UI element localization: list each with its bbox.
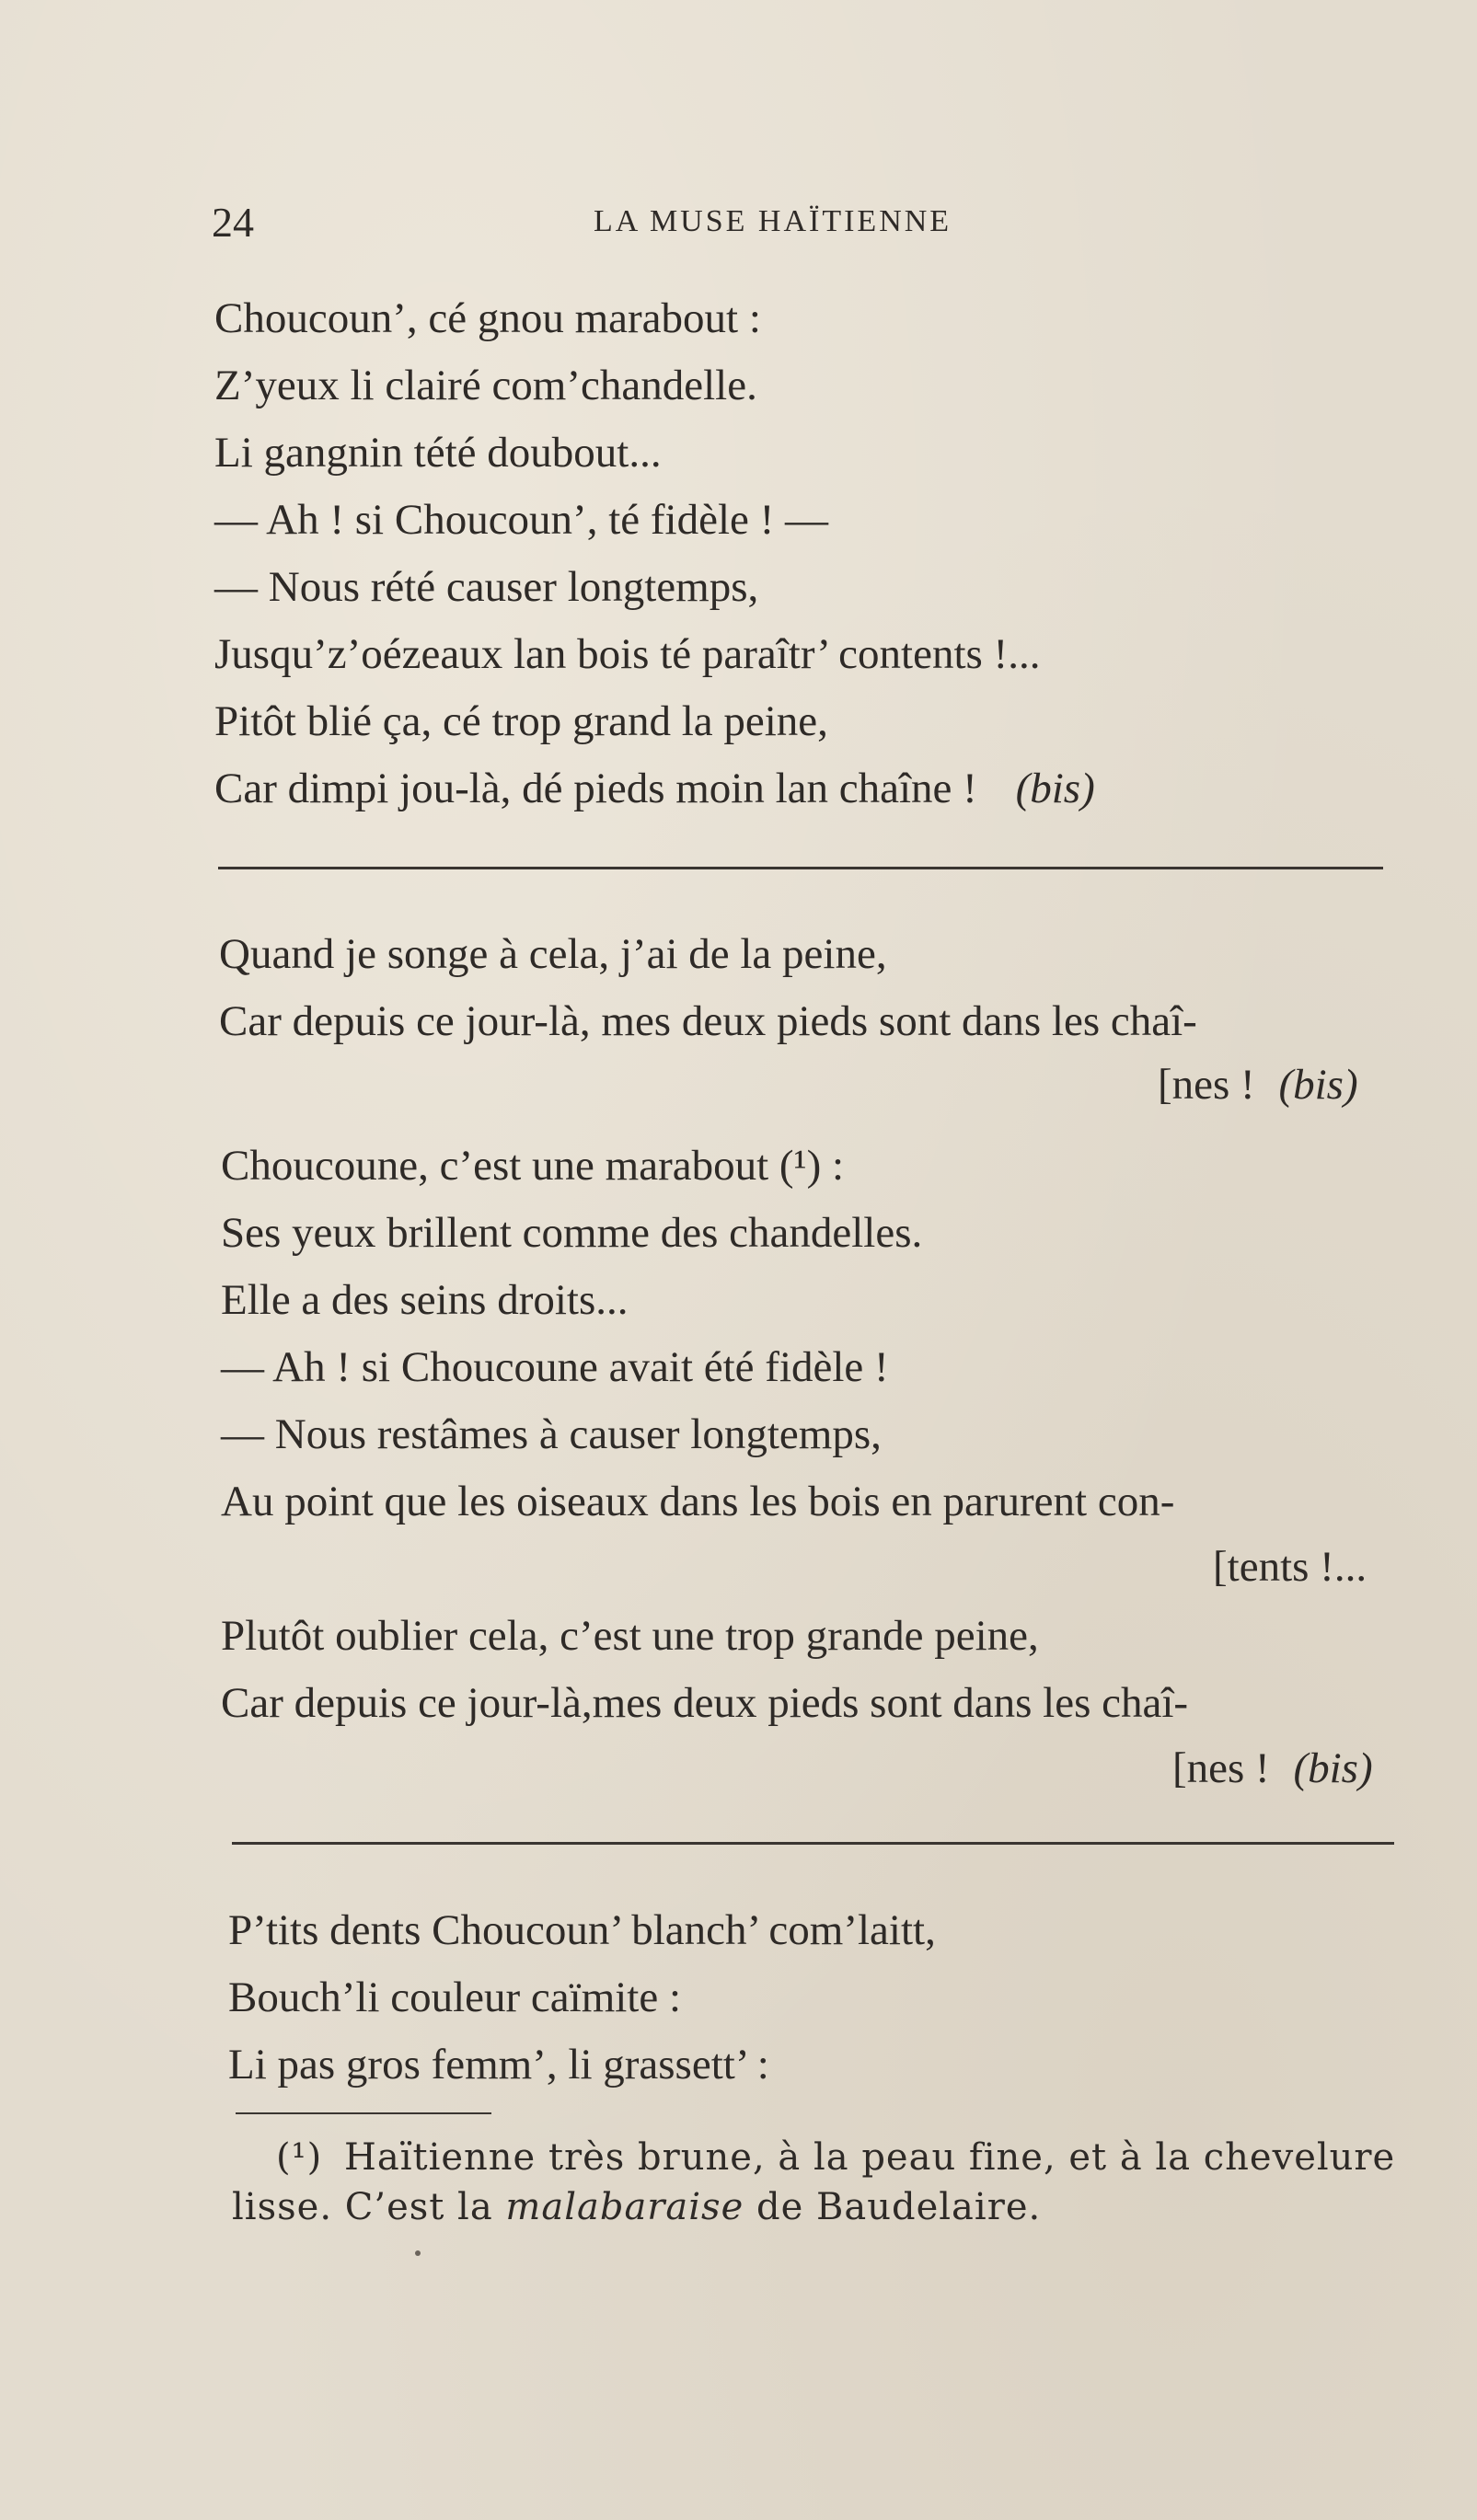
verse-line: Choucoune, c’est une marabout (¹) :	[221, 1142, 845, 1190]
verse-line: Car depuis ce jour-là, mes deux pieds sont dans les chaî-	[219, 997, 1197, 1045]
verse-line: Li gangnin tété doubout...	[214, 429, 662, 477]
verse-line: Quand je songe à cela, j’ai de la peine,	[219, 930, 887, 978]
continuation-text: [nes !	[1172, 1744, 1270, 1792]
footnote-line	[232, 2186, 1041, 2228]
verse-continuation	[1158, 1060, 1358, 1110]
footnote-rule	[236, 2112, 491, 2114]
verse-line: Au point que les oiseaux dans les bois en parurent con-	[221, 1478, 1175, 1525]
verse-line: Li pas gros femm’, li grassett’ :	[228, 2041, 769, 2088]
verse-line: — Ah ! si Choucoune avait été fidèle !	[221, 1343, 889, 1391]
verse-line: — Nous rété causer longtemps,	[214, 563, 759, 611]
verse-line: Ses yeux brillent comme des chandelles.	[221, 1209, 923, 1257]
running-title: LA MUSE HAÏTIENNE	[594, 204, 952, 238]
verse-line: Jusqu’z’oézeaux lan bois té paraîtr’ contents !...	[214, 630, 1041, 678]
bis-marker: (bis)	[1015, 765, 1095, 812]
footnote-text: Haïtienne très brune, à la peau fine, et à la chevelure	[343, 2136, 1396, 2179]
page-number: 24	[212, 199, 254, 246]
verse-line: Plutôt oublier cela, c’est une trop grande peine,	[221, 1612, 1039, 1660]
footnote-italic: malabaraise	[505, 2186, 744, 2228]
verse-line: Z’yeux li clairé com’chandelle.	[214, 362, 757, 409]
verse-line	[214, 761, 1095, 816]
verse-text: Car dimpi jou-là, dé pieds moin lan chaîne !	[214, 765, 977, 812]
verse-line: Elle a des seins droits...	[221, 1276, 629, 1324]
verse-line: Pitôt blié ça, cé trop grand la peine,	[214, 697, 828, 745]
verse-line: — Ah ! si Choucoun’, té fidèle ! —	[214, 496, 829, 544]
verse-line: — Nous restâmes à causer longtemps,	[221, 1410, 882, 1458]
footnote-text: de Baudelaire.	[756, 2186, 1042, 2228]
bis-marker: (bis)	[1293, 1744, 1373, 1792]
section-divider	[218, 867, 1383, 869]
ink-speck	[415, 2250, 421, 2256]
continuation-text: [nes !	[1158, 1061, 1255, 1109]
verse-continuation	[1172, 1743, 1373, 1793]
section-divider	[232, 1842, 1394, 1845]
verse-line: P’tits dents Choucoun’ blanch’ com’laitt,	[228, 1906, 936, 1954]
verse-line: Choucoun’, cé gnou marabout :	[214, 294, 761, 342]
verse-line: Car depuis ce jour-là,mes deux pieds sont dans les chaî-	[221, 1679, 1189, 1727]
verse-line: Bouch’li couleur caïmite :	[228, 1973, 682, 2021]
bis-marker: (bis)	[1278, 1061, 1358, 1109]
footnote-marker: (¹)	[276, 2136, 323, 2179]
footnote-line	[276, 2136, 1395, 2179]
footnote-text: lisse. C’est la	[232, 2186, 493, 2228]
verse-continuation: [tents !...	[1213, 1543, 1367, 1591]
